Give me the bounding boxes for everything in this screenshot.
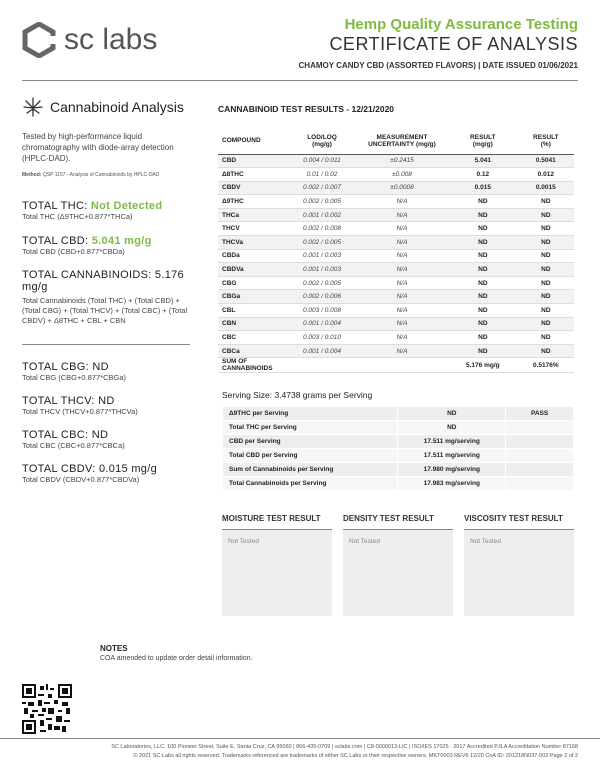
cell-compound: CBGa bbox=[218, 290, 288, 304]
cell-uncertainty: ±0.2415 bbox=[356, 154, 448, 168]
cell-result-pct: ND bbox=[518, 290, 574, 304]
cell-result-pct: ND bbox=[518, 344, 574, 358]
sum-empty-2 bbox=[356, 358, 448, 373]
serving-label: Total THC per Serving bbox=[223, 421, 398, 435]
cell-lod-loq: 0.001 / 0.004 bbox=[288, 344, 356, 358]
cell-lod-loq: 0.002 / 0.008 bbox=[288, 222, 356, 236]
cell-result-pct: ND bbox=[518, 331, 574, 345]
cell-result-mg: ND bbox=[448, 263, 518, 277]
serving-table bbox=[222, 406, 574, 491]
total-thc-label: TOTAL THC: bbox=[22, 200, 91, 213]
cell-compound: THCa bbox=[218, 208, 288, 222]
header-subtitle: Hemp Quality Assurance Testing bbox=[344, 16, 578, 33]
cell-result-mg: ND bbox=[448, 304, 518, 318]
serving-status bbox=[506, 435, 574, 449]
cell-result-pct: ND bbox=[518, 208, 574, 222]
serving-value: 17.983 mg/serving bbox=[398, 477, 506, 491]
method-text: QSP 1157 - Analysis of Cannabinoids by HPLC-DAD bbox=[41, 172, 160, 179]
cell-result-mg: 5.041 bbox=[448, 154, 518, 168]
sum-mg: 5.176 mg/g bbox=[448, 358, 518, 373]
header-right bbox=[299, 16, 578, 70]
serving-label: Δ9THC per Serving bbox=[223, 407, 398, 421]
cell-result-mg: 0.12 bbox=[448, 168, 518, 182]
cell-lod-loq: 0.003 / 0.008 bbox=[288, 304, 356, 318]
table-row bbox=[218, 317, 574, 331]
notes bbox=[100, 644, 253, 662]
col-uncertainty: MEASUREMENT UNCERTAINTY (mg/g) bbox=[356, 128, 448, 154]
moisture-label: MOISTURE TEST RESULT bbox=[222, 514, 332, 530]
serving-heading: Serving Size: 3.4738 grams per Serving bbox=[222, 390, 373, 400]
cell-uncertainty: N/A bbox=[356, 331, 448, 345]
serving-row bbox=[223, 421, 574, 435]
cell-compound: CBD bbox=[218, 154, 288, 168]
cell-lod-loq: 0.001 / 0.003 bbox=[288, 263, 356, 277]
cell-uncertainty: ±0.0008 bbox=[356, 181, 448, 195]
cell-result-mg: ND bbox=[448, 195, 518, 209]
cell-result-mg: ND bbox=[448, 249, 518, 263]
total-cbd-label: TOTAL CBD: bbox=[22, 234, 92, 247]
cell-uncertainty: N/A bbox=[356, 249, 448, 263]
cell-result-pct: ND bbox=[518, 222, 574, 236]
table-row bbox=[218, 154, 574, 168]
cell-compound: THCV bbox=[218, 222, 288, 236]
total-cbg-formula: Total CBG (CBG+0.877*CBGa) bbox=[22, 373, 127, 383]
cell-lod-loq: 0.004 / 0.011 bbox=[288, 154, 356, 168]
total-cbd-formula: Total CBD (CBD+0.877*CBDa) bbox=[22, 246, 125, 256]
cell-result-pct: 0.012 bbox=[518, 168, 574, 182]
total-cbdv-formula: Total CBDV (CBDV+0.877*CBDVa) bbox=[22, 475, 140, 485]
serving-row bbox=[223, 463, 574, 477]
table-row bbox=[218, 276, 574, 290]
cell-uncertainty: ±0.008 bbox=[356, 168, 448, 182]
cell-uncertainty: N/A bbox=[356, 290, 448, 304]
cell-uncertainty: N/A bbox=[356, 317, 448, 331]
cannabinoid-table bbox=[218, 128, 574, 373]
total-thcv-label: TOTAL THCV: ND bbox=[22, 395, 115, 408]
cell-compound: CBL bbox=[218, 304, 288, 318]
cell-compound: CBCa bbox=[218, 344, 288, 358]
table-row bbox=[218, 236, 574, 250]
cell-lod-loq: 0.001 / 0.002 bbox=[288, 208, 356, 222]
cell-compound: CBDVa bbox=[218, 263, 288, 277]
total-cbdv-label: TOTAL CBDV: 0.015 mg/g bbox=[22, 463, 157, 476]
cell-lod-loq: 0.001 / 0.003 bbox=[288, 249, 356, 263]
serving-status bbox=[506, 449, 574, 463]
cell-uncertainty: N/A bbox=[356, 208, 448, 222]
total-thc bbox=[22, 200, 190, 222]
cell-compound: Δ9THC bbox=[218, 195, 288, 209]
left-divider bbox=[22, 344, 190, 345]
serving-status bbox=[506, 421, 574, 435]
serving-value: 17.511 mg/serving bbox=[398, 435, 506, 449]
serving-row bbox=[223, 435, 574, 449]
cell-lod-loq: 0.002 / 0.005 bbox=[288, 195, 356, 209]
cell-lod-loq: 0.003 / 0.010 bbox=[288, 331, 356, 345]
table-row bbox=[218, 290, 574, 304]
cell-uncertainty: N/A bbox=[356, 263, 448, 277]
cannabinoid-table-heading: CANNABINOID TEST RESULTS - 12/21/2020 bbox=[218, 104, 395, 114]
total-cbc bbox=[22, 429, 190, 451]
cell-result-pct: ND bbox=[518, 249, 574, 263]
sum-row bbox=[218, 358, 574, 373]
cannabinoid-analysis-title bbox=[22, 96, 190, 118]
cell-uncertainty: N/A bbox=[356, 304, 448, 318]
cell-result-pct: 0.0015 bbox=[518, 181, 574, 195]
cell-compound: THCVa bbox=[218, 236, 288, 250]
sum-empty-1 bbox=[288, 358, 356, 373]
total-cannabinoids bbox=[22, 269, 190, 326]
cell-uncertainty: N/A bbox=[356, 222, 448, 236]
cannabinoid-table-header bbox=[218, 128, 574, 154]
table-row bbox=[218, 331, 574, 345]
serving-section bbox=[222, 390, 574, 491]
cell-lod-loq: 0.01 / 0.02 bbox=[288, 168, 356, 182]
total-cbdv bbox=[22, 463, 190, 485]
cannabis-leaf-icon bbox=[22, 96, 44, 118]
cell-result-pct: ND bbox=[518, 263, 574, 277]
cell-lod-loq: 0.002 / 0.005 bbox=[288, 276, 356, 290]
viscosity-value: Not Tested bbox=[464, 530, 574, 616]
total-thc-formula: Total THC (Δ9THC+0.877*THCa) bbox=[22, 212, 133, 222]
table-row bbox=[218, 304, 574, 318]
col-lod: LOD/LOQ (mg/g) bbox=[288, 128, 356, 154]
total-cbc-label: TOTAL CBC: ND bbox=[22, 429, 109, 442]
cell-result-pct: ND bbox=[518, 195, 574, 209]
sum-pct: 0.5176% bbox=[518, 358, 574, 373]
moisture-value: Not Tested bbox=[222, 530, 332, 616]
table-row bbox=[218, 344, 574, 358]
total-thcv bbox=[22, 395, 190, 417]
serving-label: Sum of Cannabinoids per Serving bbox=[223, 463, 398, 477]
cell-uncertainty: N/A bbox=[356, 195, 448, 209]
col-compound: COMPOUND bbox=[218, 128, 288, 154]
cell-result-mg: ND bbox=[448, 331, 518, 345]
sum-label: SUM OF CANNABINOIDS bbox=[218, 358, 288, 373]
table-row bbox=[218, 222, 574, 236]
table-row bbox=[218, 208, 574, 222]
cell-result-pct: 0.5041 bbox=[518, 154, 574, 168]
cell-result-pct: ND bbox=[518, 236, 574, 250]
cannabinoid-results bbox=[218, 104, 574, 373]
footer-line-1: SC Laboratories, LLC. 100 Pioneer Street, Suite E, Santa Cruz, CA 95060 | 866-435-0709 | sclabs.com | C8-0000013-LIC | ISO/IES 17025 : 2017 Accredited PJLA Accreditation Number 87168 bbox=[111, 744, 578, 750]
footer bbox=[0, 738, 600, 762]
serving-label: Total Cannabinoids per Serving bbox=[223, 477, 398, 491]
serving-value: 17.511 mg/serving bbox=[398, 449, 506, 463]
cell-result-mg: ND bbox=[448, 276, 518, 290]
cell-result-mg: 0.015 bbox=[448, 181, 518, 195]
total-cannabinoids-label: TOTAL CANNABINOIDS: 5.176 mg/g bbox=[22, 268, 184, 293]
total-cbd bbox=[22, 235, 190, 257]
col-result-mg: RESULT (mg/g) bbox=[448, 128, 518, 154]
density-label: DENSITY TEST RESULT bbox=[343, 514, 453, 530]
col-result-pct: RESULT (%) bbox=[518, 128, 574, 154]
cell-result-pct: ND bbox=[518, 304, 574, 318]
total-thc-value: Not Detected bbox=[90, 200, 163, 213]
cell-compound: Δ8THC bbox=[218, 168, 288, 182]
total-cbg-label: TOTAL CBG: ND bbox=[22, 361, 109, 374]
cell-compound: CBDa bbox=[218, 249, 288, 263]
serving-value: 17.980 mg/serving bbox=[398, 463, 506, 477]
sc-labs-logo bbox=[22, 22, 157, 58]
cell-result-mg: ND bbox=[448, 208, 518, 222]
cell-lod-loq: 0.002 / 0.007 bbox=[288, 181, 356, 195]
cell-uncertainty: N/A bbox=[356, 236, 448, 250]
serving-label: Total CBD per Serving bbox=[223, 449, 398, 463]
viscosity-box bbox=[464, 514, 574, 618]
total-cannabinoids-formula: Total Cannabinoids (Total THC) + (Total CBD) + (Total CBG) + (Total THCV) + (Total CBC) + (Total CBDV) + Δ8THC + CBL + CBN bbox=[22, 295, 188, 325]
header-divider bbox=[22, 80, 578, 81]
serving-label: CBD per Serving bbox=[223, 435, 398, 449]
table-row bbox=[218, 181, 574, 195]
total-cbc-formula: Total CBC (CBC+0.877*CBCa) bbox=[22, 441, 125, 451]
cell-lod-loq: 0.001 / 0.004 bbox=[288, 317, 356, 331]
cell-uncertainty: N/A bbox=[356, 344, 448, 358]
method-description: Tested by high-performance liquid chromatography with diode-array detection (HPLC-DAD). bbox=[22, 132, 174, 163]
logo-text: sc labs bbox=[64, 23, 158, 56]
cell-result-pct: ND bbox=[518, 317, 574, 331]
cell-result-mg: ND bbox=[448, 344, 518, 358]
density-value: Not Tested bbox=[343, 530, 453, 616]
cell-compound: CBDV bbox=[218, 181, 288, 195]
cell-result-mg: ND bbox=[448, 236, 518, 250]
header-meta: CHAMOY CANDY CBD (ASSORTED FLAVORS) | DATE ISSUED 01/06/2021 bbox=[298, 61, 578, 70]
method-line bbox=[22, 172, 190, 178]
notes-text: COA amended to update order detail information. bbox=[100, 655, 253, 662]
cell-lod-loq: 0.002 / 0.006 bbox=[288, 290, 356, 304]
cell-result-mg: ND bbox=[448, 290, 518, 304]
total-cbg bbox=[22, 361, 190, 383]
serving-status: PASS bbox=[506, 407, 574, 421]
table-row bbox=[218, 168, 574, 182]
left-summary bbox=[22, 96, 190, 486]
cell-result-mg: ND bbox=[448, 317, 518, 331]
footer-line-2: © 2021 SC Labs all rights reserved. Trademarks referenced are trademarks of either SC Labs or their respective owners. MKT0003 REV6 12/20 CoA ID: 201218N037-002 Page 2 of 2 bbox=[133, 753, 578, 760]
cannabinoid-analysis-label: Cannabinoid Analysis bbox=[50, 99, 184, 115]
table-row bbox=[218, 249, 574, 263]
total-cbd-value: 5.041 mg/g bbox=[91, 234, 152, 247]
cell-compound: CBG bbox=[218, 276, 288, 290]
notes-heading: NOTES bbox=[100, 644, 128, 653]
cell-uncertainty: N/A bbox=[356, 276, 448, 290]
serving-value: ND bbox=[398, 421, 506, 435]
table-row bbox=[218, 263, 574, 277]
serving-row bbox=[223, 477, 574, 491]
total-thcv-formula: Total THCV (THCV+0.877*THCVa) bbox=[22, 407, 138, 417]
method-label: Method: bbox=[22, 172, 42, 179]
density-box bbox=[343, 514, 453, 618]
header-title: CERTIFICATE OF ANALYSIS bbox=[329, 34, 578, 54]
table-row bbox=[218, 195, 574, 209]
moisture-box bbox=[222, 514, 332, 618]
cell-compound: CBC bbox=[218, 331, 288, 345]
cell-compound: CBN bbox=[218, 317, 288, 331]
serving-row bbox=[223, 449, 574, 463]
cell-result-pct: ND bbox=[518, 276, 574, 290]
viscosity-label: VISCOSITY TEST RESULT bbox=[464, 514, 574, 530]
cell-lod-loq: 0.002 / 0.005 bbox=[288, 236, 356, 250]
qr-code-icon[interactable] bbox=[22, 684, 72, 734]
serving-row bbox=[223, 407, 574, 421]
cell-result-mg: ND bbox=[448, 222, 518, 236]
serving-status bbox=[506, 477, 574, 491]
serving-status bbox=[506, 463, 574, 477]
sc-labs-hexagon-icon bbox=[22, 22, 56, 58]
serving-value: ND bbox=[398, 407, 506, 421]
